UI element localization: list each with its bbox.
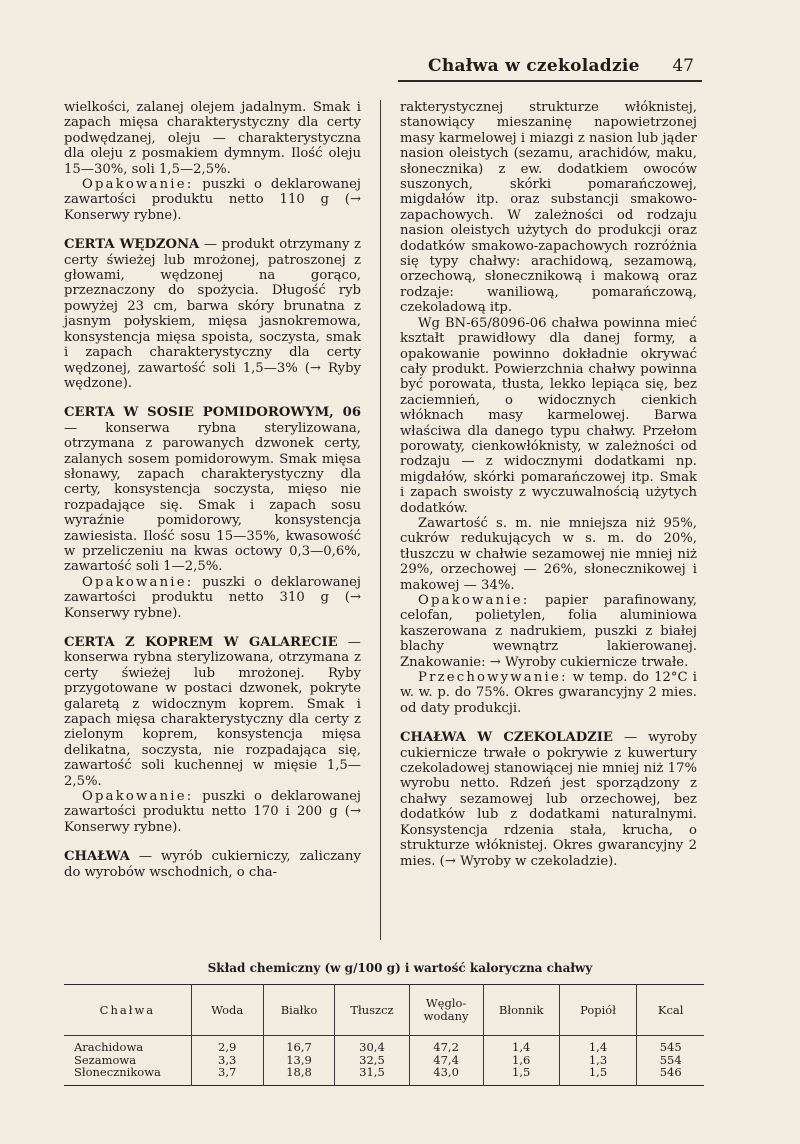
value: 1,3 <box>588 1052 608 1067</box>
spaced-subheading-paragraph <box>64 575 361 621</box>
value: 1,6 <box>512 1052 531 1067</box>
spaced-subheading-paragraph <box>64 789 361 835</box>
paragraph-text: puszki o deklarowanej zawartości produktu netto 110 g (→ Konserwy rybne). <box>64 177 361 223</box>
dictionary-entry <box>64 849 361 880</box>
dictionary-entry <box>64 405 361 574</box>
row-name: Słonecznikowa <box>74 1065 161 1079</box>
header-rule <box>398 80 702 82</box>
value: 31,5 <box>359 1065 385 1079</box>
col-header-chalwa: Chałwa <box>64 985 191 1036</box>
paragraph-text: puszki o deklarowanej zawartości produktu netto 310 g (→ Konserwy rybne). <box>64 574 361 621</box>
entry-headword: CHAŁWA W CZEKOLADZIE <box>400 730 613 746</box>
paragraph-text: puszki o deklarowanej zawartości produktu netto 170 i 200 g (→ Konserwy rybne). <box>64 789 361 835</box>
spaced-subheading-paragraph <box>400 593 697 670</box>
paragraph-text: wielkości, zalanej olejem jadalnym. Smak i zapach mięsa charakterystyczny dla certy podwędzanej, oleju — charakterystyczna dla oleju z posmakiem dymnym. Ilość oleju 15—30%, soli 1,5—2,5%. <box>64 100 361 177</box>
value: 1,4 <box>512 1040 531 1054</box>
col-header-kcal: Kcal <box>637 985 704 1036</box>
entry-definition: — wyrób cukierniczy, zaliczany do wyrobów wschodnich, o cha- <box>64 849 361 880</box>
running-head <box>400 54 700 80</box>
weglowodany-line-1: Węglo- <box>425 996 467 1010</box>
body-paragraph <box>400 516 697 593</box>
body-paragraph <box>400 316 697 516</box>
value: 1,5 <box>588 1065 608 1079</box>
spaced-label: Opakowanie: <box>82 789 194 805</box>
spaced-subheading-paragraph <box>64 177 361 223</box>
value: 554 <box>659 1052 682 1067</box>
value: 47,4 <box>433 1052 459 1067</box>
spaced-subheading-paragraph <box>400 670 697 716</box>
table-header-row <box>64 985 704 1036</box>
col-header-blonnik: Błonnik <box>483 985 559 1036</box>
weglowodany-line-2: wodany <box>423 1009 469 1023</box>
value: 18,8 <box>286 1065 312 1079</box>
paragraph-text: w temp. do 12°C i w. w. p. do 75%. Okres gwarancyjny 2 mies. od daty produkcji. <box>400 670 697 716</box>
value: 32,5 <box>359 1052 385 1067</box>
entry-headword: CERTA W SOSIE POMIDOROWYM, 06 <box>64 405 361 421</box>
entry-definition: — konserwa rybna sterylizowana, otrzymana z parowanych dzwonek certy, zalanych sosem pomidorowym. Smak mięsa słonawy, zapach charakterystyczny dla certy, konsystencja soczysta, mięso nie rozpadające się. Smak i zapach sosu wyraźnie pomidorowy, konsystencja zawiesista. Ilość sosu 15—35%, kwasowość w przeliczeniu na kwas octowy 0,3—0,6%, zawartość soli 1—2,5%. <box>64 420 361 575</box>
entry-headword: CERTA WĘDZONA <box>64 237 200 253</box>
cell-blonnik <box>483 1036 559 1086</box>
col-header-woda: Woda <box>191 985 263 1036</box>
paragraph-text: rakterystycznej strukturze włóknistej, stanowiący mieszaninę napowietrzonej masy karmelowej i miazgi z nasion lub jąder nasion oleistych (sezamu, arachidów, maku, słonecznika) z ew. dodatkiem owoców suszonych, skórki pomarańczowej, migdałów itp. oraz substancji smakowo-zapachowych. W zależności od rodzaju nasion oleistych użytych do produkcji oraz dodatków smakowo-zapachowych rozróżnia się typy chałwy: arachidową, sezamową, orzechową, słonecznikową i makową oraz rodzaje: waniliową, pomarańczową, czekoladową itp. <box>400 100 697 316</box>
value: 1,5 <box>512 1065 531 1079</box>
col-header-popiol: Popiół <box>559 985 637 1036</box>
cell-woda <box>191 1036 263 1086</box>
value: 2,9 <box>218 1040 237 1054</box>
continued-paragraph <box>64 100 361 177</box>
value: 16,7 <box>286 1040 312 1054</box>
value: 1,4 <box>588 1040 608 1054</box>
continued-paragraph <box>400 100 697 316</box>
entry-definition: — wyroby cukiernicze trwałe o pokrywie z kuwertury czekoladowej stanowiącej nie mniej niż 17% wyrobu netto. Rdzeń jest sporządzony z chałwy sezamowej lub orzechowej, bez dodatków lub z dodatkami naturalnymi. Konsystencja rdzenia stała, krucha, o strukturze włóknistej. Okres gwarancyjny 2 mies. (→ Wyroby w czekoladzie). <box>400 730 697 869</box>
row-name: Arachidowa <box>74 1040 144 1054</box>
spaced-label: Przechowywanie: <box>418 670 568 686</box>
table-body-row <box>64 1036 704 1086</box>
cell-kcal <box>637 1036 704 1086</box>
entry-definition: — produkt otrzymany z certy świeżej lub mrożonej, patroszonej z głowami, wędzonej na gorąco, przeznaczony do spożycia. Długość ryb powyżej 23 cm, barwa skóry brunatna z jasnym połyskiem, mięsa jasnokremowa, konsystencja mięsa spoista, soczysta, smak i zapach charakterystyczny dla certy wędzonej, zawartość soli 1,5—3% (→ Ryby wędzone). <box>64 237 361 391</box>
running-title: Chałwa w czekoladzie <box>428 56 640 76</box>
entry-headword: CERTA Z KOPREM W GALARECIE <box>64 635 338 650</box>
cell-weglowodany <box>409 1036 483 1086</box>
spaced-label: Opakowanie: <box>82 177 194 193</box>
row-name: Sezamowa <box>74 1052 137 1067</box>
col-header-bialko: Białko <box>263 985 335 1036</box>
cell-tluszcz <box>335 1036 409 1086</box>
spaced-label: Opakowanie: <box>82 574 194 590</box>
paragraph-text: Zawartość s. m. nie mniejsza niż 95%, cukrów redukujących w s. m. do 20%, tłuszczu w chałwie sezamowej nie mniej niż 29%, orzechowej — 26%, słonecznikowej i makowej — 34%. <box>400 515 697 593</box>
dictionary-entry <box>400 730 697 869</box>
nutrition-table <box>64 984 704 1086</box>
entry-definition: — konserwa rybna sterylizowana, otrzymana z certy świeżej lub mrożonej. Ryby przygotowane w postaci dzwonek, pokryte galaretą z widocznym koprem. Smak i zapach mięsa charakterystyczny dla certy z zielonym koprem, konsystencja mięsa delikatna, soczysta, nie rozpadająca się, zawartość soli kuchennej w mięsie 1,5—2,5%. <box>64 635 361 789</box>
col-header-weglowodany <box>409 985 483 1036</box>
value: 13,9 <box>286 1052 312 1067</box>
column-divider <box>380 100 381 940</box>
paragraph-text: papier parafinowany, celofan, polietylen, folia aluminiowa kaszerowana z nadrukiem, puszki z białej blachy wewnątrz lakierowanej. Znakowanie: → Wyroby cukiernicze trwałe. <box>400 593 697 670</box>
dictionary-entry <box>64 635 361 789</box>
entry-headword: CHAŁWA <box>64 849 130 865</box>
value: 3,7 <box>218 1065 237 1079</box>
value: 30,4 <box>359 1040 385 1054</box>
value: 546 <box>659 1065 682 1079</box>
value: 545 <box>659 1040 682 1054</box>
table-caption: Skład chemiczny (w g/100 g) i wartość kaloryczna chałwy <box>207 961 593 975</box>
paragraph-text: Wg BN-65/8096-06 chałwa powinna mieć kształt prawidłowy dla danej formy, a opakowanie powinno dokładnie okrywać cały produkt. Powierzchnia chałwy powinna być porowata, tłusta, lekko lepiąca się, bez zaciemnień, o widocznych cienkich włóknach masy karmelowej. Barwa właściwa dla danego typu chałwy. Przełom porowaty, cienkowłóknisty, w zależności od rodzaju — z widocznymi dodatkami np. migdałów, skórki pomarańczowej itp. Smak i zapach swoisty z wyczuwalnością użytych dodatków. <box>400 315 697 516</box>
right-text-column <box>400 100 697 869</box>
dictionary-entry <box>64 237 361 391</box>
page-number: 47 <box>672 56 694 76</box>
cell-type-names <box>64 1036 191 1086</box>
value: 43,0 <box>433 1065 459 1079</box>
col-header-tluszcz: Tłuszcz <box>335 985 409 1036</box>
value: 47,2 <box>433 1040 459 1054</box>
cell-bialko <box>263 1036 335 1086</box>
value: 3,3 <box>218 1052 237 1067</box>
spaced-label: Opakowanie: <box>418 593 530 608</box>
left-text-column <box>64 100 361 880</box>
cell-popiol <box>559 1036 637 1086</box>
